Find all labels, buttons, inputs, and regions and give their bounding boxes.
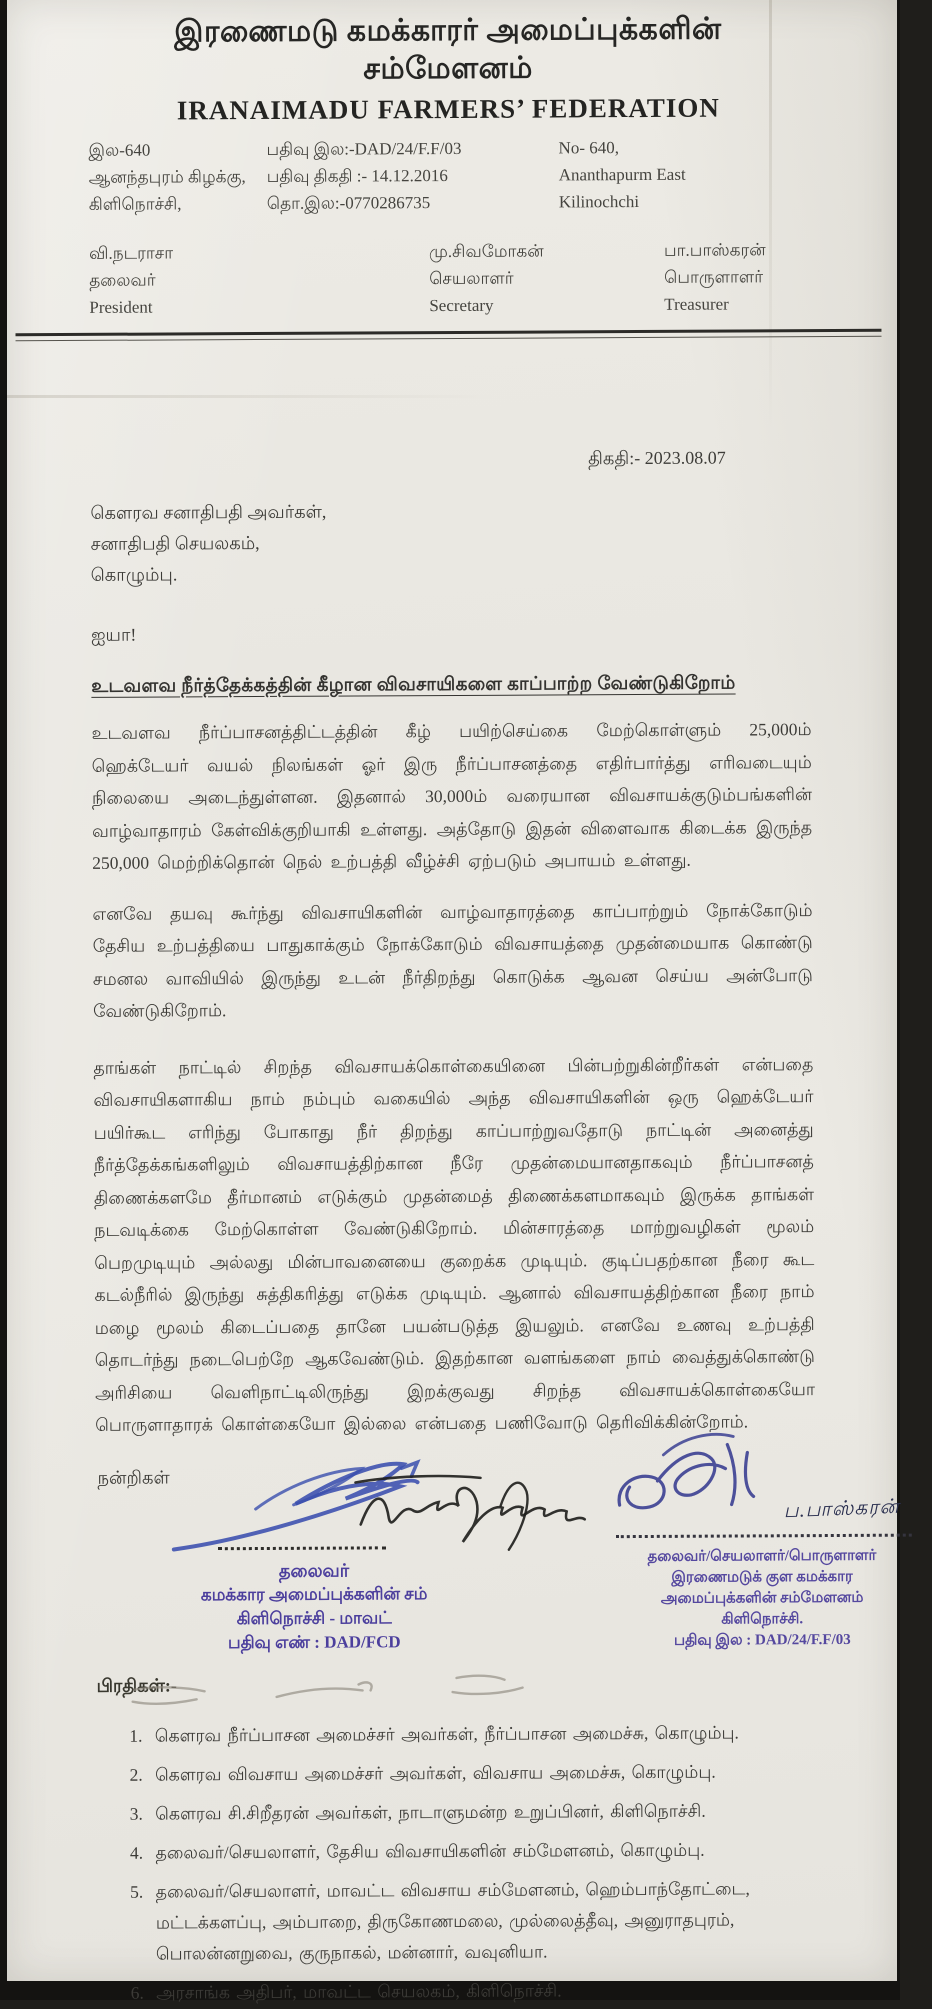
federation-title-tamil: இரணைமடு கமக்காரர் அமைப்புக்களின் சம்மேளனம் bbox=[174, 12, 722, 86]
date-value: 2023.08.07 bbox=[644, 447, 726, 468]
phone-number: தொ.இல:-0770286735 bbox=[266, 193, 431, 213]
copies-section bbox=[97, 1672, 819, 2009]
body-paragraph-3: தாங்கள் நாட்டில் சிறந்த விவசாயக்கொள்கையினை பின்பற்றுகின்றீர்கள் என்பதை விவசாயிகளாகிய நாம் நம்பும் வகையில் அந்த விவசாயிகளின் ஒரு ஹெக்டேயர் பயிர்கூட எரிந்து போகாது நீர் திறந்து காப்பாற்றுவதோடு நாட்டின் அனைத்து நீர்த்தேக்கங்களிலும் விவசாயத்திற்கான நீரே முதன்மையானதாகவும் நீர்ப்பாசனத் திணைக்களமே தீர்மானம் எடுக்கும் முதன்மைத் திணைக்களமாகவும் இருக்க தாங்கள் நடவடிக்கை மேற்கொள்ள வேண்டுகிறோம். மின்சாரத்தை மாற்றுவழிகள் மூலம் பெறமுடியும் அல்லது மின்பாவனையை குறைக்க முடியும். குடிப்பதற்கான நீரை கூட கடல்நீரில் இருந்து சுத்திகரித்து எடுக்க முடியும். ஆனால் விவசாயத்திற்கான நீரை நாம் மழை மூலம் கிடைப்பதை தானே பயன்படுத்த இயலும். எனவே உணவு உற்பத்தி தொடர்ந்து நடைபெற்றே ஆகவேண்டும். இதற்கான வளங்களை நாம் வைத்துக்கொண்டு அரிசியை வெளிநாட்டிலிருந்து இறக்குவது சிறந்த விவசாயக்கொள்கையோ பொருளாதாரக் கொள்கையோ இல்லை என்பதை பணிவோடு தெரிவிக்கின்றோம். bbox=[93, 1053, 816, 1435]
stamp-line: அமைப்புக்களின் சம்மேளனம் bbox=[660, 1589, 864, 1607]
signature-dotted-line bbox=[616, 1533, 912, 1538]
address-line: இல-640 bbox=[88, 140, 151, 160]
registration-date: பதிவு திகதி :- 14.12.2016 bbox=[266, 166, 448, 186]
body-paragraph-2: எனவே தயவு கூர்ந்து விவசாயிகளின் வாழ்வாதாரத்தை காப்பாற்றும் நோக்கோடும் தேசிய உற்பத்தியை பாதுகாக்கும் நோக்கோடும் விவசாயத்தை முதன்மையாக கொண்டு சமனல வாவியில் இருந்து உடன் நீர்திறந்து கொடுக்க ஆவன செய்ய அன்போடு வேண்டுகிறோம். bbox=[92, 899, 813, 1021]
letterhead-address-tamil bbox=[88, 136, 266, 218]
official-name: பா.பாஸ்கரன் bbox=[663, 240, 766, 260]
official-president bbox=[89, 239, 329, 321]
letterhead-info bbox=[88, 133, 808, 218]
official-role-tamil: செயலாளர் bbox=[429, 268, 514, 289]
closing-thanks: நன்றிகள் bbox=[97, 1466, 170, 1488]
recipient-line: சனாதிபதி செயலகம், bbox=[90, 533, 260, 554]
recipient-line: கௌரவ சனாதிபதி அவர்கள், bbox=[90, 501, 327, 523]
stamp-line: கிளிநொச்சி - மாவட் bbox=[236, 1607, 392, 1628]
letter-content bbox=[2, 0, 902, 2009]
official-role-tamil: பொருளாளர் bbox=[664, 267, 764, 287]
copy-recipient: 4. தலைவர்/செயலாளர், தேசிய விவசாயிகளின் சம்மேளனம், கொழும்பு. bbox=[149, 1834, 817, 1868]
official-secretary bbox=[329, 237, 569, 319]
official-name: மு.சிவமோகன் bbox=[428, 241, 544, 262]
paper-sheet bbox=[7, 0, 901, 2003]
official-name: வி.நடராசா bbox=[89, 243, 174, 263]
stamp-line: பதிவு எண் : DAD/FCD bbox=[227, 1631, 401, 1652]
address-line: Ananthapurm East bbox=[558, 164, 686, 185]
copy-recipient: 5. தலைவர்/செயலாளர், மாவட்ட விவசாய சம்மேளனம், ஹெம்பாந்தோட்டை, மட்டக்களப்பு, அம்பாறை, திருகோணமலை, முல்லைத்தீவு, அனுராதபுரம், பொலன்னறுவை, குருநாகல், மன்னார், வவுனியா. bbox=[150, 1873, 818, 1969]
treasurer-handwritten-name: ப.பாஸ்கரன் bbox=[783, 1495, 901, 1522]
copy-recipient: 3. கௌரவ சி.சிறீதரன் அவர்கள், நாடாளுமன்ற உறுப்பினர், கிளிநொச்சி. bbox=[149, 1795, 817, 1829]
copy-recipient: 2. கௌரவ விவசாய அமைச்சர் அவர்கள், விவசாய அமைச்சு, கொழும்பு. bbox=[149, 1756, 817, 1790]
address-line: Kilinochchi bbox=[558, 192, 640, 212]
federation-title-english: IRANAIMADU FARMERS’ FEDERATION bbox=[176, 92, 720, 126]
stamp-line: தலைவர்/செயலாளர்/பொருளாளர் bbox=[647, 1547, 877, 1565]
letterhead-divider bbox=[15, 329, 881, 342]
official-role-english: Treasurer bbox=[664, 294, 729, 314]
stamp-line: இரணைமடுக் குள கமக்கார bbox=[671, 1568, 853, 1586]
stamp-line: பதிவு இல : DAD/24/F.F/03 bbox=[673, 1631, 851, 1649]
copies-list bbox=[97, 1717, 818, 2009]
stamp-line: தலைவர் bbox=[278, 1560, 350, 1581]
copies-label: பிரதிகள்:- bbox=[96, 1674, 177, 1696]
official-role-english: President bbox=[89, 297, 153, 317]
stamp-line: கிளிநொச்சி. bbox=[721, 1610, 804, 1628]
address-line: கிளிநொச்சி, bbox=[88, 194, 182, 214]
registration-number: பதிவு இல:-DAD/24/F.F/03 bbox=[266, 138, 462, 159]
officials-row bbox=[89, 236, 809, 321]
federation-stamp bbox=[594, 1545, 931, 1652]
president-stamp bbox=[144, 1557, 484, 1655]
date-label: திகதி:- bbox=[588, 448, 641, 469]
secretary-signature-ink bbox=[350, 1461, 590, 1557]
signature-zone bbox=[95, 1454, 901, 1670]
subject-heading: உடவளவ நீர்த்தேக்கத்தின் கீழான விவசாயிகளை காப்பாற்ற வேண்டுகிறோம் bbox=[91, 673, 736, 697]
letterhead-address-english bbox=[558, 133, 808, 215]
official-treasurer bbox=[569, 236, 809, 318]
address-line: No- 640, bbox=[558, 138, 620, 158]
address-line: ஆனந்தபுரம் கிழக்கு, bbox=[88, 167, 246, 187]
stamp-line: கமக்கார அமைப்புக்களின் சம் bbox=[200, 1583, 428, 1604]
body-paragraph-1: உடவளவ நீர்ப்பாசனத்திட்டத்தின் கீழ் பயிற்செய்கை மேற்கொள்ளும் 25,000ம் ஹெக்டேயர் வயல் நிலங்கள் ஓர் இரு நீர்ப்பாசனத்தை எதிர்பார்த்து எரிவடையும் நிலையை அடைந்துள்ளன. இதனால் 30,000ம் வரையான விவசாயக்குடும்பங்களின் வாழ்வாதாரம் கேள்விக்குறியாகி உள்ளது. அத்தோடு இதன் விளைவாக கிடைக்க இருந்த 250,000 மெற்றிக்தொன் நெல் உற்பத்தி வீழ்ச்சி ஏற்படும் அபாயம் உள்ளது. bbox=[91, 719, 813, 873]
copy-recipient: 6. அரசாங்க அதிபர், மாவட்ட செயலகம், கிளிநொச்சி. bbox=[150, 1974, 818, 2008]
official-role-english: Secretary bbox=[429, 295, 494, 316]
letterhead-registration bbox=[266, 134, 558, 217]
letter-date bbox=[588, 447, 810, 471]
official-role-tamil: தலைவர் bbox=[89, 270, 156, 290]
salutation: ஐயா! bbox=[91, 624, 137, 645]
copy-recipient: 1. கௌரவ நீர்ப்பாசன அமைச்சர் அவர்கள், நீர்ப்பாசன அமைச்சு, கொழும்பு. bbox=[149, 1717, 817, 1751]
pencil-scribble bbox=[126, 1669, 586, 1717]
recipient-block bbox=[90, 494, 810, 591]
recipient-line: கொழும்பு. bbox=[90, 564, 178, 585]
